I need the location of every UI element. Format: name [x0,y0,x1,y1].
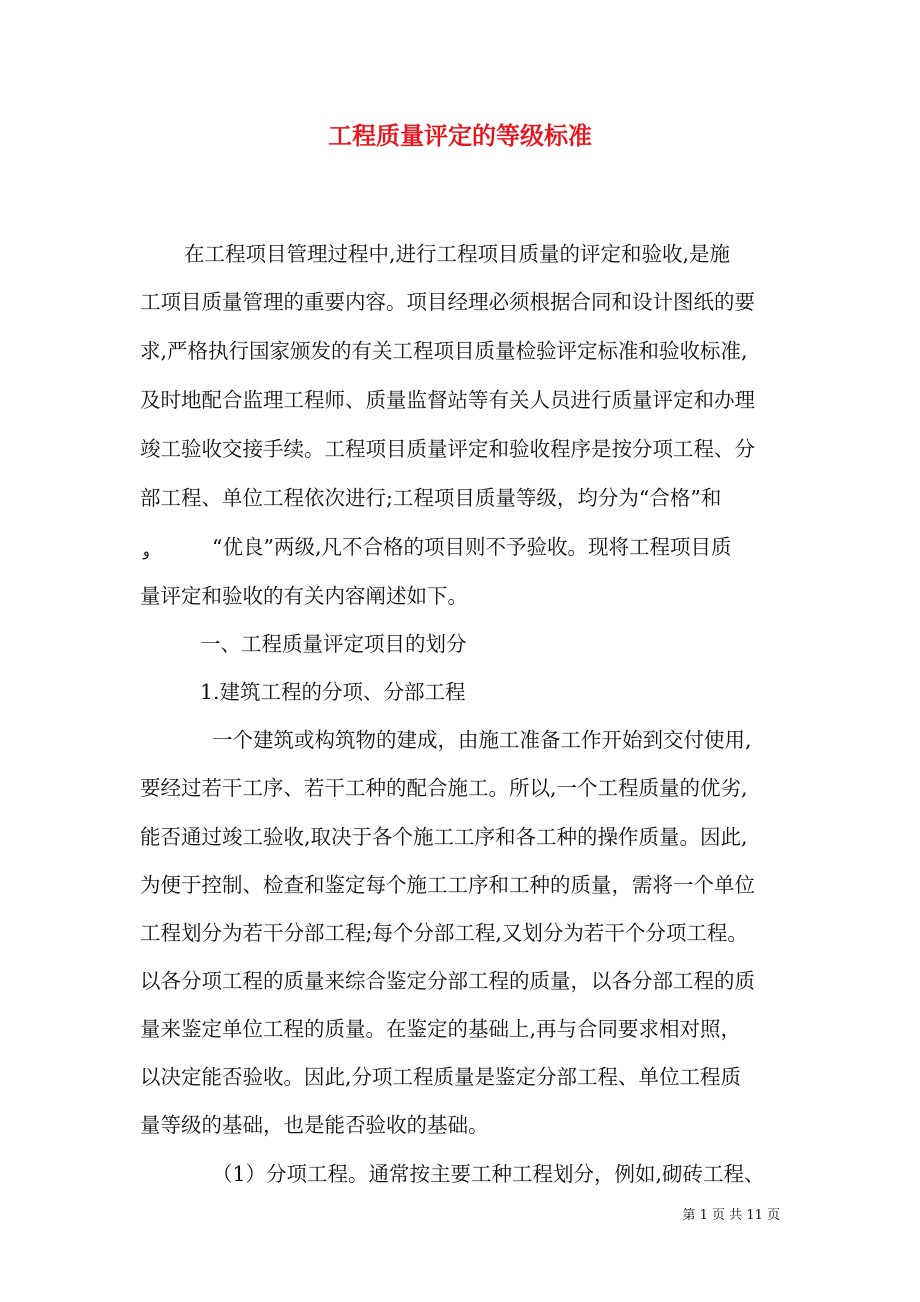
document-title: 工程质量评定的等级标准 [328,121,592,150]
section-heading: 一、工程质量评定项目的划分 [200,632,467,656]
paragraph-line: 量来鉴定单位工程的质量。在鉴定的基础上,再与合同要求相对照， [140,1017,742,1041]
paragraph-line: （1）分项工程。通常按主要工种工程划分，例如,砌砖工程、 [212,1162,765,1186]
paragraph-line: 量等级的基础，也是能否验收的基础。 [140,1113,489,1137]
stray-mark: و [143,544,150,560]
paragraph-line: 及时地配合监理工程师、质量监督站等有关人员进行质量评定和办理 [140,388,755,412]
paragraph-line: 工项目质量管理的重要内容。项目经理必须根据合同和设计图纸的要 [140,290,755,314]
paragraph-line: 竣工验收交接手续。工程项目质量评定和验收程序是按分项工程、分 [140,437,755,461]
paragraph-line: 能否通过竣工验收,取决于各个施工工序和各工种的操作质量。因此, [140,825,748,849]
paragraph-line: 以各分项工程的质量来综合鉴定分部工程的质量，以各分部工程的质 [140,969,755,993]
paragraph-line: 为便于控制、检查和鉴定每个施工工序和工种的质量，需将一个单位 [140,873,755,897]
paragraph-line: 部工程、单位工程依次进行;工程项目质量等级，均分为“合格”和 [140,486,722,510]
paragraph-line: 要经过若干工序、若干工种的配合施工。所以,一个工程质量的优劣, [140,776,748,800]
paragraph-line: 一个建筑或构筑物的建成，由施工准备工作开始到交付使用, [212,728,752,752]
paragraph-line: 以决定能否验收。因此,分项工程质量是鉴定分部工程、单位工程质 [140,1065,742,1089]
paragraph-line: “优良”两级,凡不合格的项目则不予验收。现将工程项目质 [212,535,732,559]
paragraph-line: 工程划分为若干分部工程;每个分部工程,又划分为若干个分项工程。 [140,921,748,945]
paragraph-line: 量评定和验收的有关内容阐述如下。 [140,584,468,608]
page-footer: 第 1 页 共 11 页 [682,1208,780,1223]
subsection-heading: 1.建筑工程的分项、分部工程 [200,680,466,704]
paragraph-line: 在工程项目管理过程中,进行工程项目质量的评定和验收,是施 [184,242,731,266]
paragraph-line: 求,严格执行国家颁发的有关工程项目质量检验评定标准和验收标准, [140,339,748,363]
